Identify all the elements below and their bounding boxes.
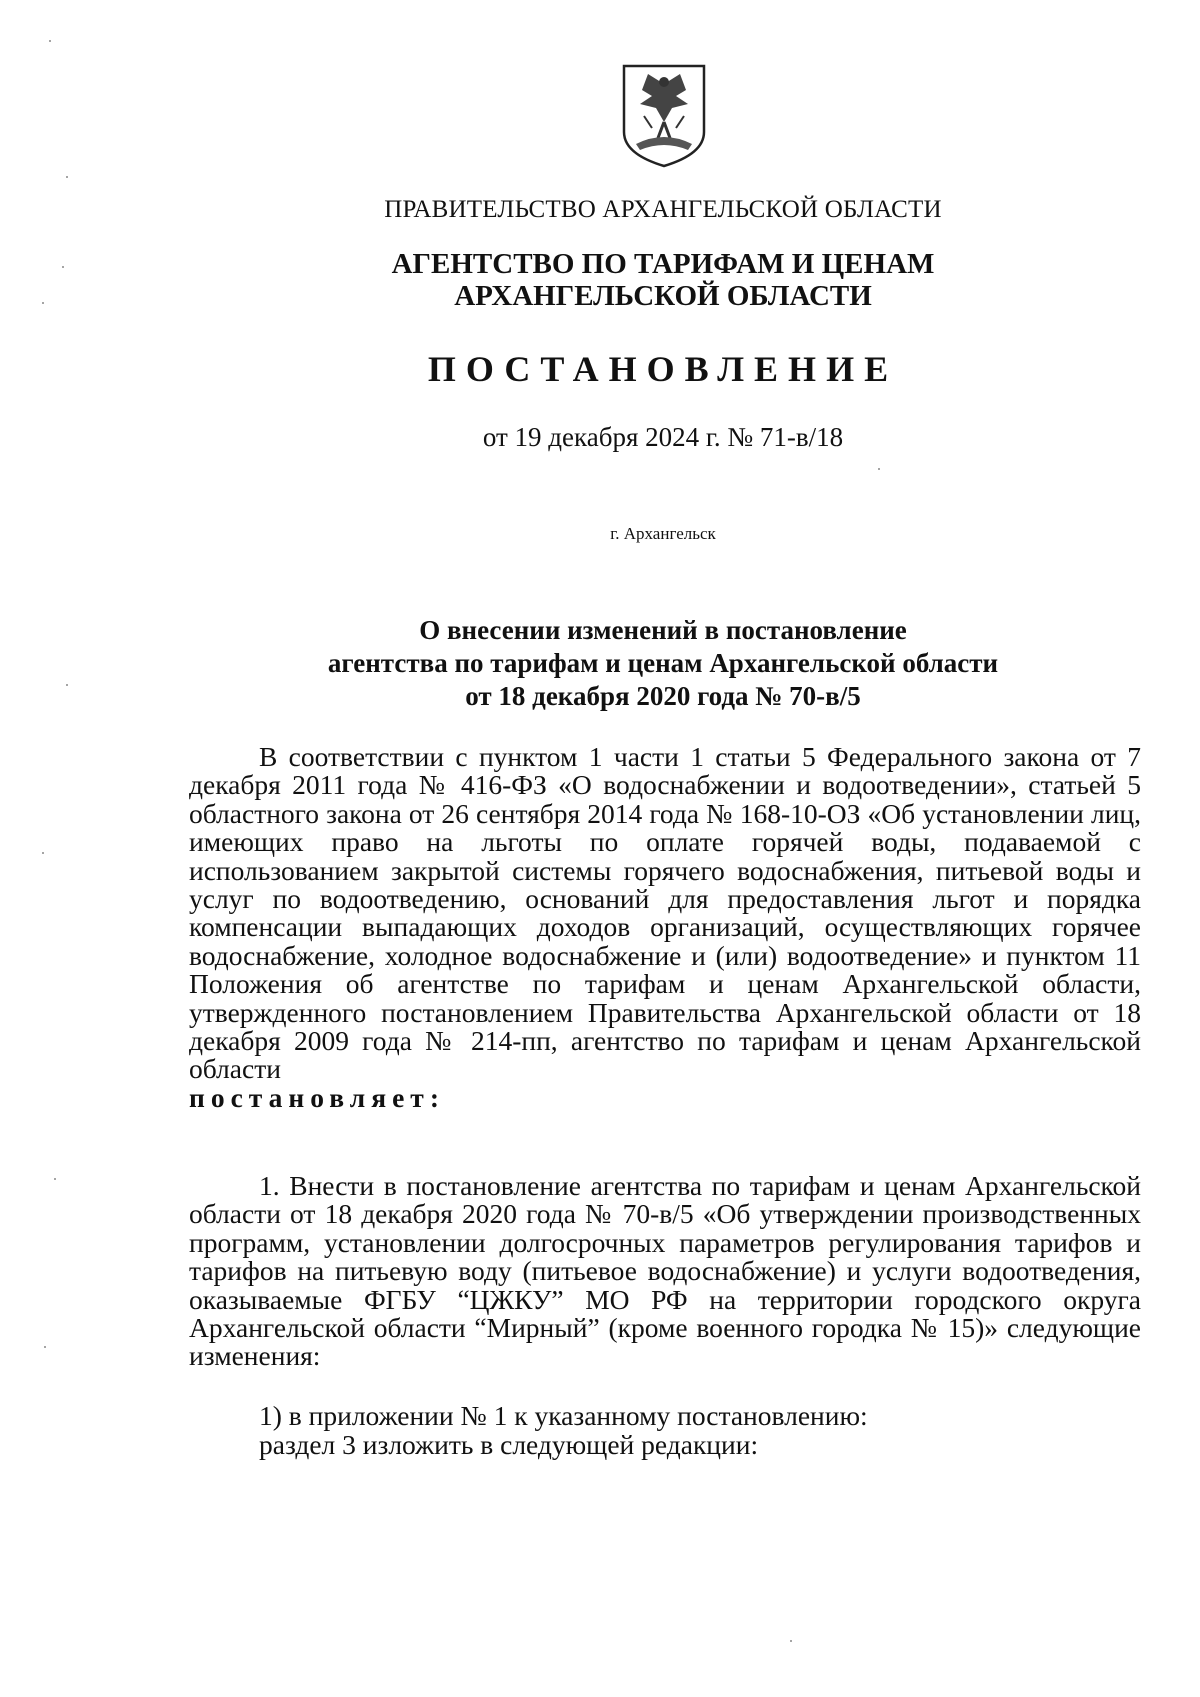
city: г. Архангельск — [610, 524, 716, 543]
subpoint-1: 1) в приложении № 1 к указанному постановлению: — [259, 1400, 868, 1431]
scan-speck — [42, 852, 44, 854]
document-subject — [0, 614, 1200, 713]
agency-name-line2: АРХАНГЕЛЬСКОЙ ОБЛАСТИ — [454, 280, 872, 312]
scan-speck — [790, 1640, 792, 1642]
document-type: ПОСТАНОВЛЕНИЕ — [427, 349, 899, 389]
point-1-paragraph — [189, 1172, 1141, 1371]
scan-speck — [42, 302, 44, 304]
subpoint-2: раздел 3 изложить в следующей редакции: — [259, 1429, 759, 1460]
subject-line3: от 18 декабря 2020 года № 70-в/5 — [465, 681, 861, 711]
scan-speck — [49, 40, 51, 42]
scan-speck — [62, 266, 64, 268]
government-name: ПРАВИТЕЛЬСТВО АРХАНГЕЛЬСКОЙ ОБЛАСТИ — [384, 196, 942, 223]
scan-speck — [44, 1346, 46, 1348]
point-1-text: 1. Внести в постановление агентства по тарифам и ценам Архангельской области от 18 декабря 2020 года № 70-в/5 «Об утверждении производственных программ, установлении долгосрочных параметров регулирования тарифов и тарифов на питьевую воду (питьевое водоснабжение) и услуги водоотведения, оказываемые ФГБУ “ЦЖКУ” МО РФ на территории городского округа Архангельской области “Мирный” (кроме военного городка № 15)» следующие изменения: — [189, 1170, 1141, 1372]
resolves-word: постановляет: — [189, 1081, 445, 1113]
agency-name — [0, 248, 1200, 312]
subject-line2: агентства по тарифам и ценам Архангельской области — [327, 648, 999, 678]
scan-speck — [66, 684, 68, 686]
subject-line1: О внесении изменений в постановление — [419, 615, 907, 645]
preamble-text: В соответствии с пунктом 1 части 1 статьи 5 Федерального закона от 7 декабря 2011 года № 416-ФЗ «О водоснабжении и водоотведении», статьей 5 областного закона от 26 сентября 2014 года № 168-10-ОЗ «Об установлении лиц, имеющих право на льготы по оплате горячей воды, подаваемой с использованием закрытой системы горячего водоснабжения, питьевой воды и услуг по водоотведению, оснований для предоставления льгот и порядка компенсации выпадающих доходов организаций, осуществляющих горячее водоснабжение, холодное водоснабжение и (или) водоотведение» и пунктом 11 Положения об агентстве по тарифам и ценам Архангельской области, утвержденного постановлением Правительства Архангельской области от 18 декабря 2009 года № 214-пп, агентство по тарифам и ценам Архангельской области — [189, 741, 1141, 1085]
document-date-number: от 19 декабря 2024 г. № 71-в/18 — [482, 422, 844, 452]
scan-speck — [878, 468, 880, 470]
scan-speck — [54, 1178, 56, 1180]
agency-name-line1: АГЕНТСТВО ПО ТАРИФАМ И ЦЕНАМ — [391, 248, 935, 280]
preamble-paragraph — [189, 743, 1141, 1112]
scan-speck — [66, 176, 68, 178]
coat-of-arms-icon — [618, 62, 710, 170]
